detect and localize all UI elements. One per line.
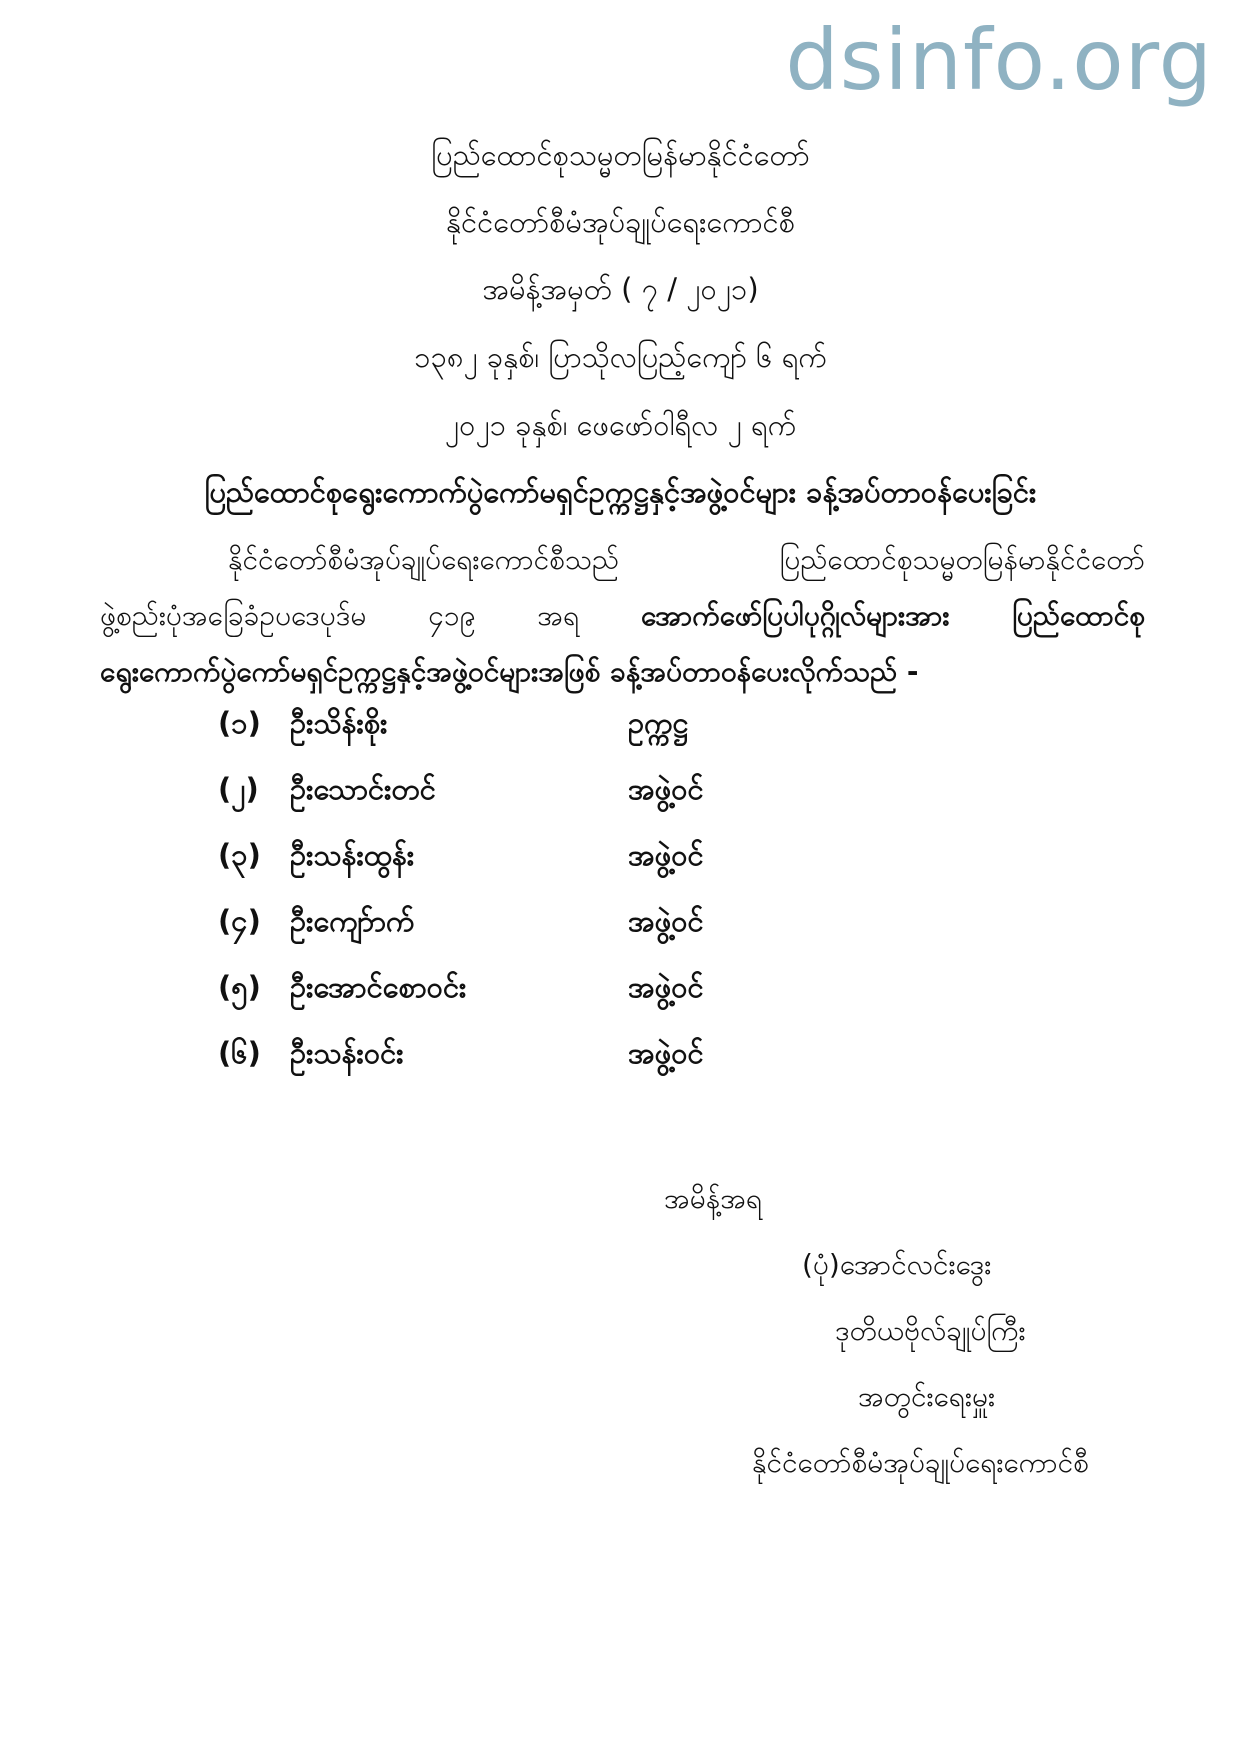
signatory-position: အတွင်းရေးမှူး bbox=[858, 1380, 996, 1413]
paragraph-line-2-plain: ဖွဲ့စည်းပုံအခြေခံဥပဒေပုဒ်မ ၄၁၉ အရ bbox=[100, 599, 641, 632]
date-gregorian: ၂၀၂၁ ခုနှစ်၊ ဖေဖော်ဝါရီလ ၂ ရက် bbox=[444, 408, 797, 442]
member-role: အဖွဲ့ဝင် bbox=[628, 970, 704, 1004]
date-myanmar: ၁၃၈၂ ခုနှစ်၊ ပြာသိုလပြည့်ကျော် ၆ ရက် bbox=[414, 340, 827, 374]
member-number: (၄) bbox=[218, 904, 261, 938]
member-number: (၆) bbox=[218, 1036, 261, 1070]
member-name: ဦးအောင်စောဝင်း bbox=[290, 970, 467, 1004]
member-role: အဖွဲ့ဝင် bbox=[628, 838, 704, 872]
order-number: အမိန့်အမှတ် ( ၇ / ၂၀၂၁) bbox=[482, 272, 759, 306]
member-number: (၅) bbox=[218, 970, 261, 1004]
list-item bbox=[218, 771, 918, 837]
member-role: အဖွဲ့ဝင် bbox=[628, 1036, 704, 1070]
list-item bbox=[218, 969, 918, 1035]
issuing-body: နိုင်ငံတော်စီမံအုပ်ချုပ်ရေးကောင်စီ bbox=[752, 1446, 1089, 1479]
member-name: ဦးသန်းဝင်း bbox=[290, 1036, 404, 1070]
paragraph-line-2-bold: အောက်ဖော်ပြပါပုဂ္ဂိုလ်များအား ပြည်ထောင်စု bbox=[640, 599, 1146, 632]
header-council: နိုင်ငံတော်စီမံအုပ်ချုပ်ရေးကောင်စီ bbox=[446, 205, 795, 239]
member-list bbox=[218, 705, 918, 1101]
paragraph-line-3-bold: ရွေးကောက်ပွဲကော်မရှင်ဥက္ကဋ္ဌနှင့်အဖွဲ့ဝင်များအဖြစ် ခန့်အပ်တာဝန်ပေးလိုက်သည် - bbox=[100, 655, 919, 688]
order-subject: ပြည်ထောင်စုရွေးကောက်ပွဲကော်မရှင်ဥက္ကဋ္ဌနှင့်အဖွဲ့ဝင်များ ခန့်အပ်တာဝန်ပေးခြင်း bbox=[204, 475, 1037, 509]
header-country: ပြည်ထောင်စုသမ္မတမြန်မာနိုင်ငံတော် bbox=[431, 138, 810, 172]
member-number: (၁) bbox=[218, 706, 261, 740]
member-role: အဖွဲ့ဝင် bbox=[628, 904, 704, 938]
member-number: (၂) bbox=[218, 772, 259, 806]
member-name: ဦးသန်းထွန်း bbox=[290, 838, 415, 872]
member-name: ဦးသောင်းတင် bbox=[290, 772, 436, 806]
list-item bbox=[218, 1035, 918, 1101]
list-item bbox=[218, 837, 918, 903]
list-item bbox=[218, 705, 918, 771]
order-paragraph bbox=[100, 532, 1145, 700]
member-number: (၃) bbox=[218, 838, 261, 872]
paragraph-line-3 bbox=[100, 644, 1145, 700]
by-order-label: အမိန့်အရ bbox=[664, 1182, 762, 1215]
member-role: အဖွဲ့ဝင် bbox=[628, 772, 704, 806]
member-name: ဦးကျော်ာက် bbox=[290, 904, 415, 938]
list-item bbox=[218, 903, 918, 969]
member-name: ဦးသိန်းစိုး bbox=[290, 706, 388, 740]
paragraph-line-2 bbox=[100, 588, 1145, 644]
signatory-name: (ပုံ)အောင်လင်းဒွေး bbox=[802, 1248, 992, 1281]
watermark-text: dsinfo.org bbox=[785, 11, 1213, 109]
paragraph-line-1: နိုင်ငံတော်စီမံအုပ်ချုပ်ရေးကောင်စီသည် ပြည်ထောင်စုသမ္မတမြန်မာနိုင်ငံတော် bbox=[228, 543, 1145, 576]
signatory-rank: ဒုတိယဗိုလ်ချုပ်ကြီး bbox=[835, 1314, 1026, 1347]
member-role: ဥက္ကဋ္ဌ bbox=[628, 706, 689, 740]
